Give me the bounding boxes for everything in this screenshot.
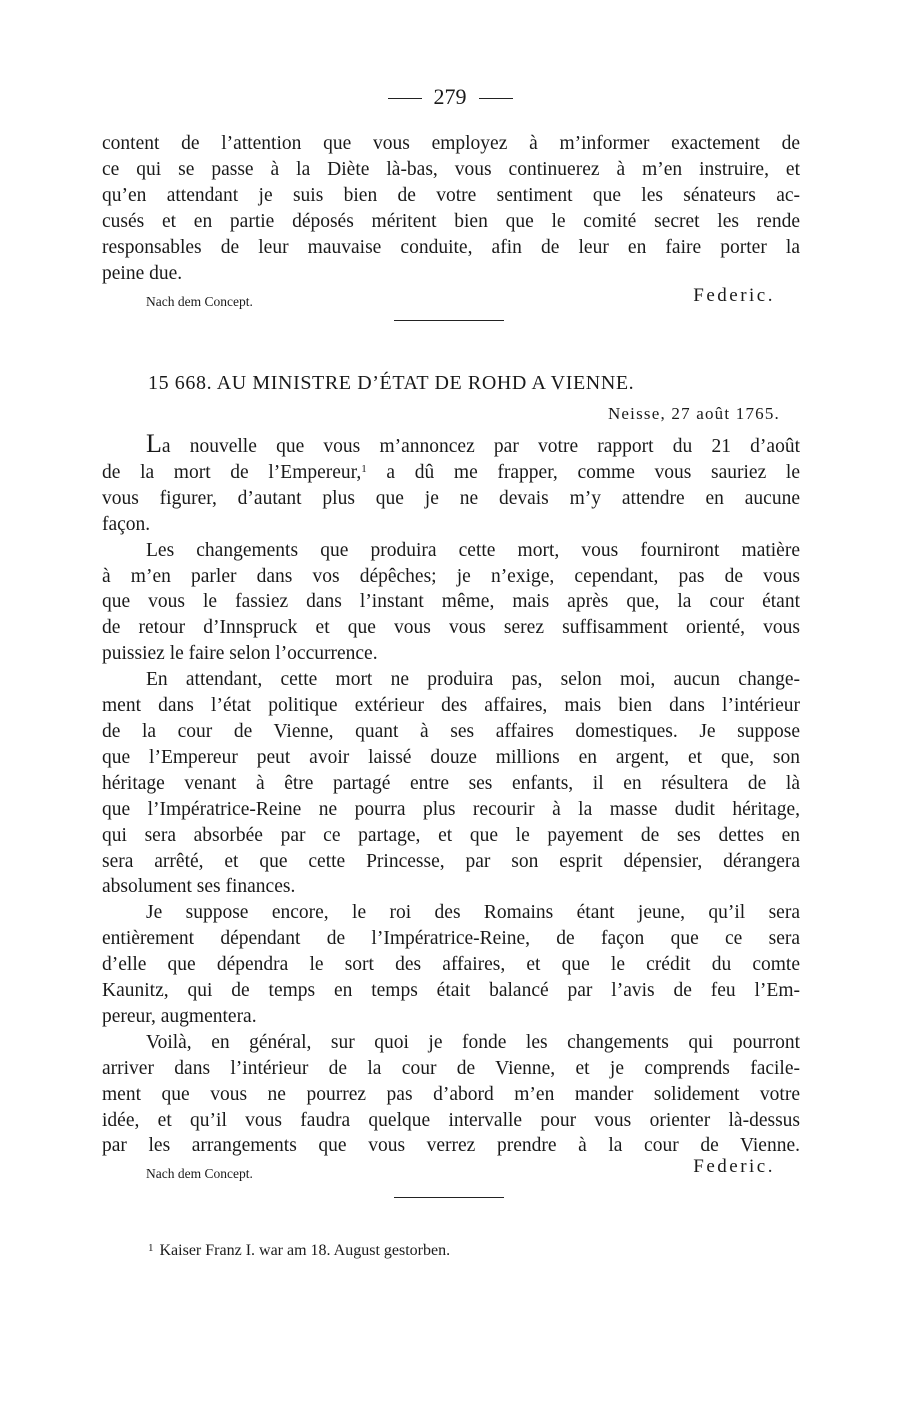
text-line: de la cour de Vienne, quant à ses affaires domestiques. Je suppose: [102, 720, 800, 742]
text-line: responsables de leur mauvaise conduite, afin de leur en faire porter la: [102, 236, 800, 258]
text-line: idée, et qu’il vous faudra quelque intervalle pour vous orienter là-dessus: [102, 1109, 800, 1131]
text-line: content de l’attention que vous employez à m’informer exactement de: [102, 133, 800, 154]
text-line: que l’Impératrice-Reine ne pourra plus recourir à la masse dudit héritage,: [102, 798, 800, 820]
text-line: ment dans l’état politique extérieur des affaires, mais bien dans l’intérieur: [102, 695, 800, 717]
signature: Federic.: [693, 285, 775, 306]
text-span: de la mort de l’Empereur,: [102, 461, 362, 483]
text-span: a dû me frapper, comme vous sauriez le: [366, 461, 800, 483]
letter-title: 15 668. AU MINISTRE D’ÉTAT DE ROHD A VIENNE.: [148, 372, 635, 394]
text-line: façon.: [102, 513, 151, 535]
signature: Federic.: [693, 1156, 775, 1177]
text-line: cusés et en partie déposés méritent bien que le comité secret les rende: [102, 210, 800, 232]
text-line: Les changements que produira cette mort, vous fourniront matière: [146, 539, 800, 561]
footnote-mark: 1: [361, 462, 367, 475]
place-date: Neisse, 27 août 1765.: [607, 404, 780, 423]
continuation-paragraph: [102, 131, 800, 286]
text-line: puissiez le faire selon l’occurrence.: [102, 643, 378, 665]
header-dash-right: [479, 98, 513, 99]
text-line: par les arrangements que vous verrez prendre à la cour de Vienne.: [102, 1135, 800, 1157]
text-line: Je suppose encore, le roi des Romains étant jeune, qu’il sera: [146, 902, 800, 924]
footnote-text: Kaiser Franz I. war am 18. August gestorben.: [159, 1242, 451, 1259]
text-line: qu’en attendant je suis bien de votre sentiment que les sénateurs ac-: [102, 184, 800, 206]
text-line: pereur, augmentera.: [102, 1005, 257, 1027]
source-note: Nach dem Concept.: [146, 1166, 253, 1181]
text-line: entièrement dépendant de l’Impératrice-Reine, de façon que ce sera: [102, 928, 800, 950]
text-span: a nouvelle que vous m’annoncez par votre rapport du 21 d’août: [161, 436, 800, 457]
drop-cap: L: [146, 429, 162, 458]
text-line: Kaunitz, qui de temps en temps était balancé par l’avis de feu l’Em-: [102, 980, 800, 1002]
text-line: vous figurer, d’autant plus que je ne devais m’y attendre en aucune: [102, 487, 800, 509]
text-line: peine due.: [102, 262, 183, 284]
text-line: [102, 431, 800, 460]
footnote-divider: [394, 1197, 504, 1198]
letter-body: [102, 431, 800, 1159]
page-header: [0, 84, 900, 110]
text-line: que l’Empereur peut avoir laissé douze millions en argent, et que, son: [102, 746, 800, 768]
text-line: d’elle que dépendra le sort des affaires, et que le crédit du comte: [102, 954, 800, 976]
text-line: sera arrêté, et que cette Princesse, par son esprit dépensier, dérangera: [102, 850, 800, 872]
text-line: à m’en parler dans vos dépêches; je n’exige, cependant, pas de vous: [102, 565, 800, 587]
footnote: [148, 1242, 450, 1260]
source-note: Nach dem Concept.: [146, 294, 253, 309]
text-line: Voilà, en général, sur quoi je fonde les changements qui pourront: [146, 1031, 800, 1053]
footnote-number: 1: [148, 1242, 154, 1254]
text-line: En attendant, cette mort ne produira pas, selon moi, aucun change-: [146, 669, 800, 691]
section-divider: [394, 320, 504, 321]
text-line: [102, 460, 800, 486]
page-number: 279: [433, 84, 467, 109]
text-line: absolument ses finances.: [102, 876, 296, 898]
text-line: ce qui se passe à la Diète là-bas, vous continuerez à m’en instruire, et: [102, 158, 800, 180]
text-line: de retour d’Innspruck et que vous vous serez suffisamment orienté, vous: [102, 617, 800, 639]
text-line: arriver dans l’intérieur de la cour de Vienne, et je comprends facile-: [102, 1057, 800, 1079]
text-line: ment que vous ne pourrez pas d’abord m’en mander solidement votre: [102, 1083, 800, 1105]
text-line: qui sera absorbée par ce partage, et que le payement de ses dettes en: [102, 824, 800, 846]
header-dash-left: [388, 98, 422, 99]
text-line: héritage venant à être partagé entre ses enfants, il en résultera de là: [102, 772, 800, 794]
text-line: que vous le fassiez dans l’instant même, mais après que, la cour étant: [102, 591, 800, 613]
